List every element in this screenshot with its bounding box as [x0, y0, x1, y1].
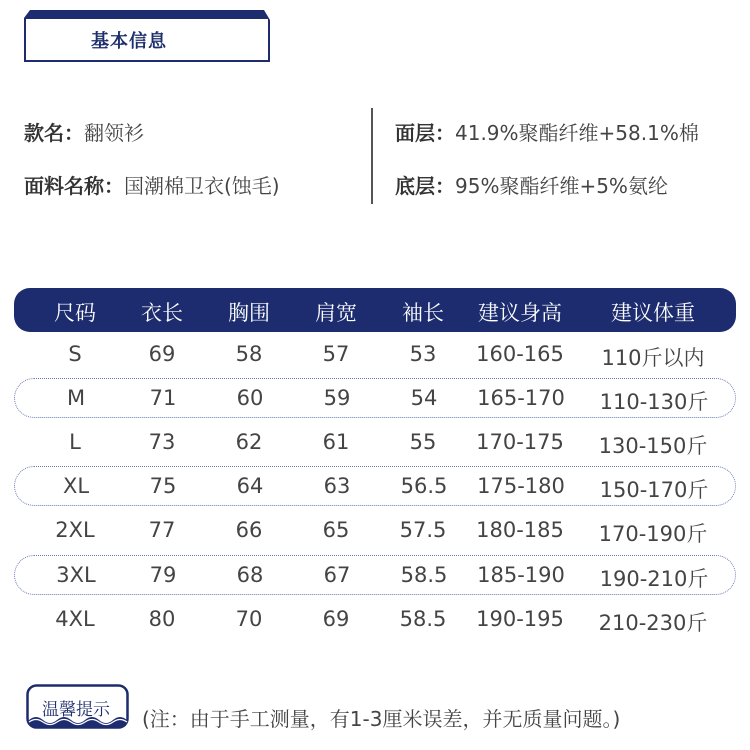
cell-length: 69	[148, 342, 176, 366]
info-outer-layer	[395, 117, 699, 146]
cell-shoulder: 63	[323, 474, 351, 498]
table-row	[14, 600, 736, 640]
cell-length: 80	[148, 607, 176, 631]
header-size: 尺码	[54, 301, 96, 325]
cell-sleeve: 57.5	[399, 518, 447, 542]
cell-height: 160-165	[476, 342, 564, 366]
header-height: 建议身高	[478, 301, 562, 325]
cell-weight: 110-130斤	[599, 390, 709, 414]
header-shoulder: 肩宽	[315, 301, 357, 325]
cell-shoulder: 59	[323, 386, 351, 410]
info-divider	[371, 108, 373, 204]
cell-size: 4XL	[55, 607, 95, 631]
table-row	[14, 378, 736, 418]
cell-chest: 68	[236, 563, 264, 587]
cell-length: 71	[149, 386, 177, 410]
cell-length: 73	[148, 430, 176, 454]
cell-shoulder: 67	[323, 563, 351, 587]
tip-note: (注：由于手工测量，有1-3厘米误差，并无质量问题。)	[142, 707, 621, 731]
cell-height: 175-180	[477, 474, 565, 498]
table-row	[14, 511, 736, 551]
cell-chest: 58	[235, 342, 263, 366]
cell-height: 185-190	[477, 563, 565, 587]
tip-badge	[26, 684, 130, 732]
cell-shoulder: 61	[322, 430, 350, 454]
cell-chest: 66	[235, 518, 263, 542]
info-outer-value: 41.9%聚酯纤维+58.1%棉	[455, 121, 699, 145]
header-weight: 建议体重	[611, 301, 695, 325]
cell-size: XL	[62, 474, 90, 498]
cell-sleeve: 56.5	[400, 474, 448, 498]
table-row	[14, 423, 736, 463]
info-inner-layer	[395, 170, 668, 199]
info-style	[24, 117, 144, 146]
cell-weight: 210-230斤	[598, 611, 708, 635]
cell-weight: 170-190斤	[598, 522, 708, 546]
cell-size: 3XL	[56, 563, 96, 587]
cell-chest: 64	[236, 474, 264, 498]
cell-shoulder: 57	[322, 342, 350, 366]
cell-sleeve: 55	[409, 430, 437, 454]
cell-sleeve: 53	[409, 342, 437, 366]
size-table-header	[14, 288, 736, 332]
header-sleeve: 袖长	[402, 301, 444, 325]
cell-height: 165-170	[477, 386, 565, 410]
tip-label: 温馨提示	[42, 700, 110, 720]
header-length: 衣长	[141, 301, 183, 325]
cell-weight: 130-150斤	[598, 434, 708, 458]
cell-length: 77	[148, 518, 176, 542]
table-row	[14, 555, 736, 595]
cell-sleeve: 58.5	[399, 607, 447, 631]
cell-weight: 190-210斤	[599, 567, 709, 591]
info-inner-label: 底层：	[395, 174, 455, 198]
section-title: 基本信息	[91, 31, 167, 52]
cell-shoulder: 69	[322, 607, 350, 631]
header-chest: 胸围	[228, 301, 270, 325]
cell-size: L	[69, 430, 81, 454]
info-style-value: 翻领衫	[84, 121, 144, 145]
cell-chest: 70	[235, 607, 263, 631]
cell-size: S	[68, 342, 82, 366]
cell-height: 180-185	[476, 518, 564, 542]
cell-length: 75	[149, 474, 177, 498]
table-row	[14, 466, 736, 506]
info-fabric	[24, 170, 280, 199]
cell-weight: 150-170斤	[599, 478, 709, 502]
info-inner-value: 95%聚酯纤维+5%氨纶	[455, 174, 668, 198]
cell-sleeve: 54	[410, 386, 438, 410]
cell-height: 170-175	[476, 430, 564, 454]
cell-size: M	[66, 386, 86, 410]
cell-shoulder: 65	[322, 518, 350, 542]
cell-size: 2XL	[55, 518, 95, 542]
cell-chest: 60	[236, 386, 264, 410]
info-style-label: 款名：	[24, 121, 84, 145]
cell-chest: 62	[235, 430, 263, 454]
cell-sleeve: 58.5	[400, 563, 448, 587]
table-row	[14, 335, 736, 375]
cell-length: 79	[149, 563, 177, 587]
cell-weight: 110斤以内	[601, 346, 705, 370]
cell-height: 190-195	[476, 607, 564, 631]
section-header	[24, 10, 270, 62]
info-fabric-label: 面料名称：	[24, 174, 124, 198]
info-outer-label: 面层：	[395, 121, 455, 145]
info-fabric-value: 国潮棉卫衣(蚀毛)	[124, 174, 280, 198]
